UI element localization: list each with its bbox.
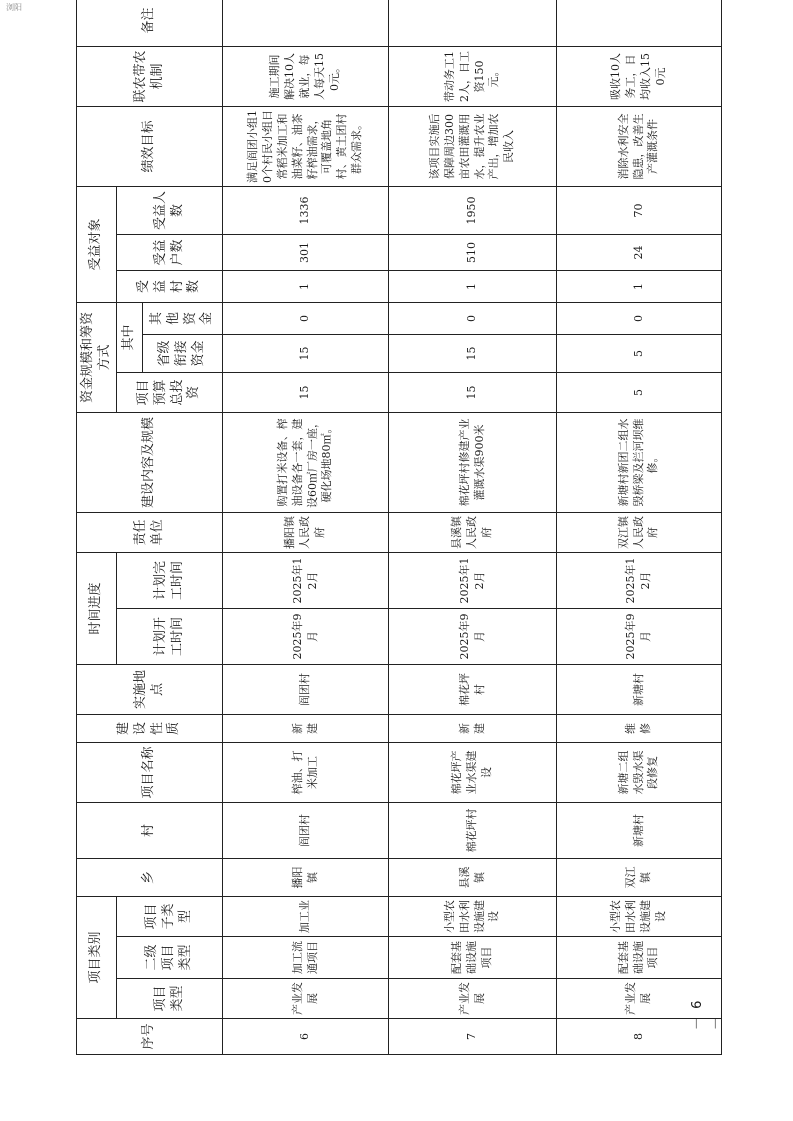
cell-benef-people: 1950 [389, 186, 557, 234]
cell-content: 棉花坪村修建产业灌溉水渠900米 [389, 412, 557, 512]
cell-cat-sub: 小型农田水利设施建设 [557, 897, 722, 937]
cell-town: 播阳镇 [223, 859, 389, 897]
cell-cat-second: 配套基础设施项目 [557, 937, 722, 979]
table-row [557, 0, 722, 1055]
table-row [389, 0, 557, 1055]
cell-village: 新塘村 [557, 803, 722, 859]
header-goal: 绩效目标 [77, 106, 223, 186]
cell-build-nature: 新建 [389, 715, 557, 743]
cell-other-fund: 0 [557, 302, 722, 334]
header-prov-fund: 省级衔接资金 [143, 334, 223, 372]
header-schedule: 时间进度 [77, 552, 117, 664]
cell-benef-villages: 1 [557, 270, 722, 302]
cell-cat-second: 配套基础设施项目 [389, 937, 557, 979]
cell-town: 县溪镇 [389, 859, 557, 897]
header-cat-sub: 项目子类型 [117, 897, 223, 937]
cell-project-name: 新塘二组水毁水渠段修复 [557, 743, 722, 803]
page-number: － 6 － [690, 998, 724, 1030]
cell-cat-type: 产业发展 [389, 979, 557, 1019]
header-category: 项目类别 [77, 897, 117, 1019]
cell-farmer-mechanism: 吸收10人务工，日均收入150元 [557, 46, 722, 106]
cell-benef-households: 301 [223, 234, 389, 270]
cell-budget-total: 5 [557, 372, 722, 412]
cell-prov-fund: 15 [223, 334, 389, 372]
header-funding: 资金规模和筹资方式 [77, 302, 117, 412]
header-benef-people: 受益人数 [117, 186, 223, 234]
cell-location: 棉花坪村 [389, 665, 557, 715]
cell-start-time: 2025年9月 [557, 609, 722, 665]
header-finish-time: 计划完工时间 [117, 552, 223, 608]
header-other-fund: 其他资金 [143, 302, 223, 334]
cell-benef-villages: 1 [223, 270, 389, 302]
cell-content: 新塘村新团二组水毁桥梁及拦河坝维修。 [557, 412, 722, 512]
cell-responsible: 播阳镇人民政府 [223, 512, 389, 552]
cell-other-fund: 0 [389, 302, 557, 334]
header-beneficiaries: 受益对象 [77, 186, 117, 302]
cell-benef-villages: 1 [389, 270, 557, 302]
cell-remark [389, 0, 557, 46]
header-project-name: 项目名称 [77, 743, 223, 803]
cell-cat-sub: 小型农田水利设施建设 [389, 897, 557, 937]
cell-farmer-mechanism: 施工期间解决10人就业，每人每天150元。 [223, 46, 389, 106]
cell-finish-time: 2025年12月 [223, 552, 389, 608]
scan-mark: 浏阳 [6, 3, 22, 12]
header-remark: 备注 [77, 0, 223, 46]
header-town: 乡 [77, 859, 223, 897]
cell-other-fund: 0 [223, 302, 389, 334]
cell-finish-time: 2025年12月 [557, 552, 722, 608]
cell-goal: 消除水利安全隐患，改善生产灌溉条件 [557, 106, 722, 186]
cell-project-name: 棉花坪产业水渠建设 [389, 743, 557, 803]
cell-project-name: 榨油、打米加工 [223, 743, 389, 803]
cell-build-nature: 新建 [223, 715, 389, 743]
cell-cat-second: 加工流通项目 [223, 937, 389, 979]
header-budget-total: 项目预算总投资 [117, 372, 223, 412]
project-table-rotated [76, 7, 724, 1055]
cell-prov-fund: 15 [389, 334, 557, 372]
cell-budget-total: 15 [389, 372, 557, 412]
cell-build-nature: 维修 [557, 715, 722, 743]
cell-remark [223, 0, 389, 46]
cell-benef-people: 1336 [223, 186, 389, 234]
cell-village: 棉花坪村 [389, 803, 557, 859]
cell-seq: 8 [557, 1019, 722, 1055]
cell-start-time: 2025年9月 [389, 609, 557, 665]
cell-seq: 6 [223, 1019, 389, 1055]
project-plan-table [76, 0, 722, 1055]
cell-finish-time: 2025年12月 [389, 552, 557, 608]
cell-benef-households: 24 [557, 234, 722, 270]
cell-responsible: 双江镇人民政府 [557, 512, 722, 552]
header-content: 建设内容及规模 [77, 412, 223, 512]
cell-responsible: 县溪镇人民政府 [389, 512, 557, 552]
cell-cat-type: 产业发展 [557, 979, 722, 1019]
header-seq: 序号 [77, 1019, 223, 1055]
header-benef-households: 受益户数 [117, 234, 223, 270]
header-responsible: 责任单位 [77, 512, 223, 552]
header-farmer-mechanism: 联农带农机制 [77, 46, 223, 106]
cell-seq: 7 [389, 1019, 557, 1055]
cell-farmer-mechanism: 带动务工12人，日工资150元。 [389, 46, 557, 106]
header-of-which: 其中 [117, 302, 143, 372]
header-benef-villages: 受益村数 [117, 270, 223, 302]
cell-content: 购置打米设备、榨油设备各一套，建设60㎡厂房一座，硬化场地80㎡。 [223, 412, 389, 512]
cell-prov-fund: 5 [557, 334, 722, 372]
table-row [223, 0, 389, 1055]
cell-town: 双江镇 [557, 859, 722, 897]
cell-goal: 该项目实施后保障周边300亩农田灌溉用水，提升农业产出，增加农民收入 [389, 106, 557, 186]
header-village: 村 [77, 803, 223, 859]
header-build-nature: 建设性质 [77, 715, 223, 743]
cell-location: 阎团村 [223, 665, 389, 715]
cell-benef-people: 70 [557, 186, 722, 234]
cell-remark [557, 0, 722, 46]
header-cat-type: 项目类型 [117, 979, 223, 1019]
header-start-time: 计划开工时间 [117, 609, 223, 665]
header-cat-second: 二级项目类型 [117, 937, 223, 979]
cell-location: 新塘村 [557, 665, 722, 715]
cell-budget-total: 15 [223, 372, 389, 412]
header-row-1 [77, 0, 117, 1055]
cell-cat-type: 产业发展 [223, 979, 389, 1019]
cell-benef-households: 510 [389, 234, 557, 270]
cell-village: 阎团村 [223, 803, 389, 859]
header-location: 实施地点 [77, 665, 223, 715]
cell-cat-sub: 加工业 [223, 897, 389, 937]
cell-start-time: 2025年9月 [223, 609, 389, 665]
cell-goal: 满足阎团小组10个村民小组日常稻米加工和油菜籽、油茶籽榨油需求，可覆盖地角村、黄土团村群众需求。 [223, 106, 389, 186]
